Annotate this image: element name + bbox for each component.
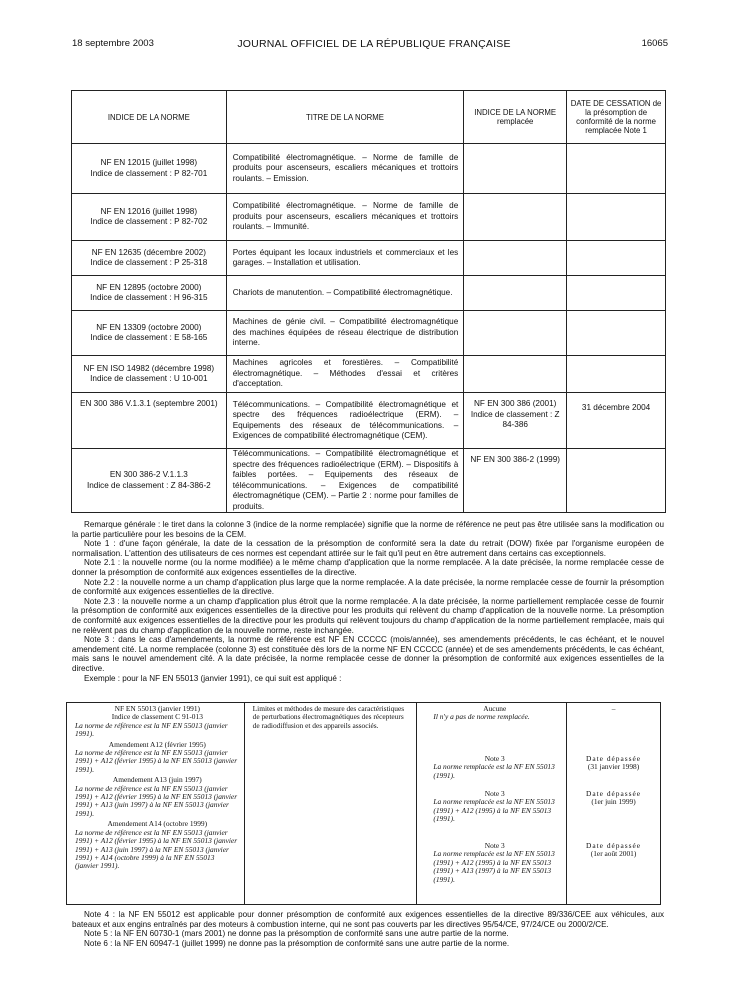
col-header-date-cessation: DATE DE CESSATION de la présomption de conformité de la norme remplacée Note 1 bbox=[567, 91, 666, 144]
remarque-generale: Remarque générale : le tiret dans la colonne 3 (indice de la norme remplacée) signifie que la norme de référence ne peut pas être utilisée sans la modification ou la partie particulière pour les besoins de la CEM. bbox=[72, 520, 664, 539]
date-entry bbox=[569, 842, 658, 859]
cell-date bbox=[567, 311, 666, 356]
col-header-indice: INDICE DE LA NORME bbox=[72, 91, 227, 144]
footnotes-section bbox=[72, 910, 664, 948]
table-row bbox=[72, 311, 666, 356]
entry-heading: Note 3 bbox=[484, 754, 505, 763]
table-row bbox=[72, 194, 666, 241]
entry-heading: – bbox=[611, 704, 616, 713]
cell-remplacee bbox=[464, 311, 567, 356]
cell-titre: Machines agricoles et forestières. – Compatibilité électromagnétique. – Méthodes d'essai et critères d'acceptation. bbox=[226, 356, 464, 393]
remplacee-entry bbox=[427, 755, 562, 790]
col-header-remplacee: INDICE DE LA NORME remplacée bbox=[464, 91, 567, 144]
norme-indice: NF EN 12635 (décembre 2002) bbox=[91, 247, 206, 257]
example-entry bbox=[75, 741, 240, 775]
cell-remplacee bbox=[464, 144, 567, 194]
entry-heading: Amendement A14 (octobre 1999) bbox=[107, 819, 208, 829]
cell-indice bbox=[72, 356, 227, 393]
norme-classement: Indice de classement : P 25-318 bbox=[90, 258, 208, 267]
date-entry bbox=[569, 705, 658, 755]
entry-text: La norme remplacée est la NF EN 55013 (1991) + A12 (1995) à la NF EN 55013 (1991) + A13 (1997) à la NF EN 55013 (1991). bbox=[433, 849, 555, 884]
col-header-titre: TITRE DE LA NORME bbox=[226, 91, 464, 144]
norme-indice: NF EN ISO 14982 (décembre 1998) bbox=[83, 363, 215, 373]
entry-date: (1er août 2001) bbox=[590, 849, 637, 859]
exemple-intro: Exemple : pour la NF EN 55013 (janvier 1991), ce qui suit est appliqué : bbox=[84, 673, 342, 683]
norme-indice: EN 300 386-2 V.1.1.3 bbox=[109, 470, 188, 479]
table-row bbox=[72, 449, 666, 513]
norme-classement: Indice de classement : Z 84-386-2 bbox=[86, 480, 211, 490]
norme-indice: NF EN 12895 (octobre 2000) bbox=[96, 282, 202, 292]
cell-titre: Compatibilité électromagnétique. – Norme de famille de produits pour ascenseurs, escaliers mécaniques et trottoirs roulants. – Immunité. bbox=[226, 194, 464, 241]
norme-classement: Indice de classement : P 82-701 bbox=[90, 168, 208, 178]
entry-text: La norme de référence est la NF EN 55013 (janvier 1991) + A12 (février 1995) à la NF EN 55013 (janvier 1991). bbox=[75, 748, 238, 774]
remplacee-entry bbox=[427, 705, 562, 755]
example-col-titre: Limites et méthodes de mesure des caractéristiques de perturbations électromagnétiques des récepteurs de radiodiffusion et des appareils associés. bbox=[244, 703, 417, 905]
entry-heading: Amendement A13 (juin 1997) bbox=[112, 775, 202, 785]
entry-text: La norme de référence est la NF EN 55013 (janvier 1991). bbox=[75, 720, 228, 739]
page-number: 16065 bbox=[641, 38, 668, 49]
cell-date bbox=[567, 194, 666, 241]
cell-remplacee: NF EN 300 386 (2001) Indice de classement : Z 84-386 bbox=[464, 393, 567, 449]
remplacee-entry bbox=[427, 842, 562, 884]
table-row bbox=[72, 393, 666, 449]
cell-remplacee: NF EN 300 386-2 (1999) bbox=[464, 449, 567, 513]
cell-titre: Portes équipant les locaux industriels et commerciaux et les garages. – Installation et utilisation. bbox=[226, 241, 464, 276]
entry-date: (31 janvier 1998) bbox=[587, 762, 640, 772]
cell-date: 31 décembre 2004 bbox=[567, 393, 666, 449]
table-row bbox=[72, 276, 666, 311]
entry-text: Il n'y a pas de norme remplacée. bbox=[433, 712, 530, 722]
note-2-3: Note 2.3 : la nouvelle norme a un champ d'application plus étroit que la norme remplacée. A la date précisée, la norme partiellement remplacée cesse de fournir la présomption de conformité aux exigences essentielles de la directive pour les produits qui relèvent du champ d'application de la nouvelle norme. La présomption de conformité aux exigences essentielles de la directive pour les produits qui relèvent toujours du champ d'application de la norme partiellement remplacée, mais qui ne relèvent pas du champ d'application de la nouvelle norme, reste inchangée. bbox=[72, 596, 664, 635]
cell-indice bbox=[72, 241, 227, 276]
example-col-references bbox=[67, 703, 245, 905]
cell-date bbox=[567, 276, 666, 311]
date-entry bbox=[569, 755, 658, 790]
journal-title: JOURNAL OFFICIEL DE LA RÉPUBLIQUE FRANÇAISE bbox=[237, 38, 511, 50]
entry-date: (1er juin 1999) bbox=[591, 797, 636, 807]
cell-titre: Télécommunications. – Compatibilité électromagnétique et spectre des fréquences radioélectrique (ERM). – Dispositifs à faibles portées. – Equipements des réseaux de télécommunications. – Exigences de compatibilité électromagnétique (CEM). – Partie 2 : norme pour familles de produits. bbox=[226, 449, 464, 513]
note-1: Note 1 : d'une façon générale, la date de la cessation de la présomption de conformité sera la date du retrait (DOW) fixée par l'organisme européen de normalisation. L'attention des utilisateurs de ces normes est cependant attirée sur le fait qu'il peut en être autrement dans certains cas exceptionnels. bbox=[72, 539, 664, 558]
entry-heading: Date dépassée bbox=[586, 789, 642, 798]
cell-indice bbox=[72, 449, 227, 513]
cell-indice bbox=[72, 194, 227, 241]
notes-section bbox=[72, 520, 664, 683]
table-row bbox=[72, 144, 666, 194]
norme-indice: NF EN 13309 (octobre 2000) bbox=[96, 322, 202, 332]
norme-classement: Indice de classement : E 58-165 bbox=[90, 333, 208, 342]
entry-text: La norme remplacée est la NF EN 55013 (1991). bbox=[433, 762, 555, 780]
example-entry bbox=[75, 705, 240, 739]
norme-indice: EN 300 386 V.1.3.1 (septembre 2001) bbox=[80, 399, 218, 408]
norme-indice: NF EN 12015 (juillet 1998) bbox=[100, 158, 198, 167]
note-6: Note 6 : la NF EN 60947-1 (juillet 1999) ne donne pas la présomption de conformité sans une autre partie de la norme. bbox=[84, 938, 510, 948]
standards-table bbox=[71, 90, 666, 513]
example-table bbox=[66, 702, 661, 905]
note-2-1: Note 2.1 : la nouvelle norme (ou la norme modifiée) a le même champ d'application que la norme remplacée. A la date précisée, la norme remplacée cesse de donner la présomption de conformité aux exigences essentielles de la directive. bbox=[72, 558, 664, 577]
example-entry bbox=[75, 776, 240, 818]
entry-heading: Aucune bbox=[483, 704, 507, 713]
remplacee-entry bbox=[427, 790, 562, 842]
entry-heading: NF EN 55013 (janvier 1991) bbox=[114, 704, 201, 713]
entry-text: La norme remplacée est la NF EN 55013 (1991) + A12 (1995) à la NF EN 55013 (1991). bbox=[433, 797, 555, 824]
norme-classement: Indice de classement : U 10-001 bbox=[90, 374, 208, 383]
cell-date bbox=[567, 449, 666, 513]
entry-heading: Note 3 bbox=[484, 789, 505, 798]
entry-heading: Date dépassée bbox=[586, 841, 642, 850]
cell-date bbox=[567, 241, 666, 276]
example-col-remplacee bbox=[417, 703, 567, 905]
cell-indice bbox=[72, 276, 227, 311]
example-entry bbox=[75, 820, 240, 870]
entry-text: La norme de référence est la NF EN 55013 (janvier 1991) + A12 (février 1995) à la NF EN 55013 (janvier 1991) + A13 (juin 1997) à la NF EN 55013 (janvier 1991). bbox=[75, 783, 238, 818]
cell-titre: Télécommunications. – Compatibilité électromagnétique et spectre des fréquences radioélectrique (ERM). – Equipements des réseaux de télécommunications. – Exigences de compatibilité électromagnétique (CEM). bbox=[226, 393, 464, 449]
example-col-date bbox=[567, 703, 661, 905]
cell-indice bbox=[72, 393, 227, 449]
entry-heading: Date dépassée bbox=[586, 754, 642, 763]
cell-titre: Chariots de manutention. – Compatibilité électromagnétique. bbox=[226, 276, 464, 311]
table-row bbox=[72, 356, 666, 393]
cell-date bbox=[567, 356, 666, 393]
entry-classement: Indice de classement C 91-013 bbox=[111, 712, 203, 722]
entry-text: La norme de référence est la NF EN 55013 (janvier 1991) + A12 (février 1995) à la NF EN 55013 (janvier 1991) + A13 (juin 1997) à la NF EN 55013 (janvier 1991) + A14 (octobre 1999) à la NF EN 55013 (janvier 1991). bbox=[75, 827, 238, 871]
example-row bbox=[67, 703, 661, 905]
header-date: 18 septembre 2003 bbox=[72, 38, 154, 49]
table-row bbox=[72, 241, 666, 276]
cell-remplacee bbox=[464, 194, 567, 241]
note-3: Note 3 : dans le cas d'amendements, la norme de référence est NF EN CCCCC (mois/année), ses amendements précédents, le cas échéant, et le nouvel amendement cité. La norme remplacée (colonne 3) est constituée dès lors de la norme NF EN CCCCC (année) et de ses amendements précédents, le cas échéant, mais sans le nouvel amendement cité. A la date précisée, la norme remplacée cesse de donner la présomption de conformité aux exigences essentielles de la directive. bbox=[72, 635, 664, 673]
entry-heading: Note 3 bbox=[484, 841, 505, 850]
cell-indice bbox=[72, 311, 227, 356]
norme-indice: NF EN 12016 (juillet 1998) bbox=[100, 206, 198, 216]
note-4: Note 4 : la NF EN 55012 est applicable pour donner présomption de conformité aux exigences essentielles de la directive 89/336/CEE aux véhicules, aux bateaux et aux engins entraînés par des moteurs à combustion interne, qui ne sont pas couverts par les directives 95/54/CE, 97/24/CE ou 2000/2/CE. bbox=[72, 910, 664, 929]
note-2-2: Note 2.2 : la nouvelle norme a un champ d'application plus large que la norme remplacée. A la date précisée, la norme remplacée cesse de fournir la présomption de conformité aux exigences essentielles de la directive. bbox=[72, 577, 664, 597]
norme-classement: Indice de classement : P 82-702 bbox=[90, 217, 208, 226]
note-5: Note 5 : la NF EN 60730-1 (mars 2001) ne donne pas la présomption de conformité sans une autre partie de la norme. bbox=[84, 929, 509, 939]
cell-remplacee bbox=[464, 241, 567, 276]
cell-remplacee bbox=[464, 276, 567, 311]
cell-titre: Machines de génie civil. – Compatibilité électromagnétique des machines équipées de réseau électrique de distribution interne. bbox=[226, 311, 464, 356]
table-header-row bbox=[72, 91, 666, 144]
cell-date bbox=[567, 144, 666, 194]
entry-heading: Amendement A12 (février 1995) bbox=[108, 739, 206, 749]
norme-classement: Indice de classement : H 96-315 bbox=[90, 293, 208, 302]
cell-titre: Compatibilité électromagnétique. – Norme de famille de produits pour ascenseurs, escaliers mécaniques et trottoirs roulants. – Emission. bbox=[226, 144, 464, 194]
cell-indice bbox=[72, 144, 227, 194]
date-entry bbox=[569, 790, 658, 842]
cell-remplacee bbox=[464, 356, 567, 393]
